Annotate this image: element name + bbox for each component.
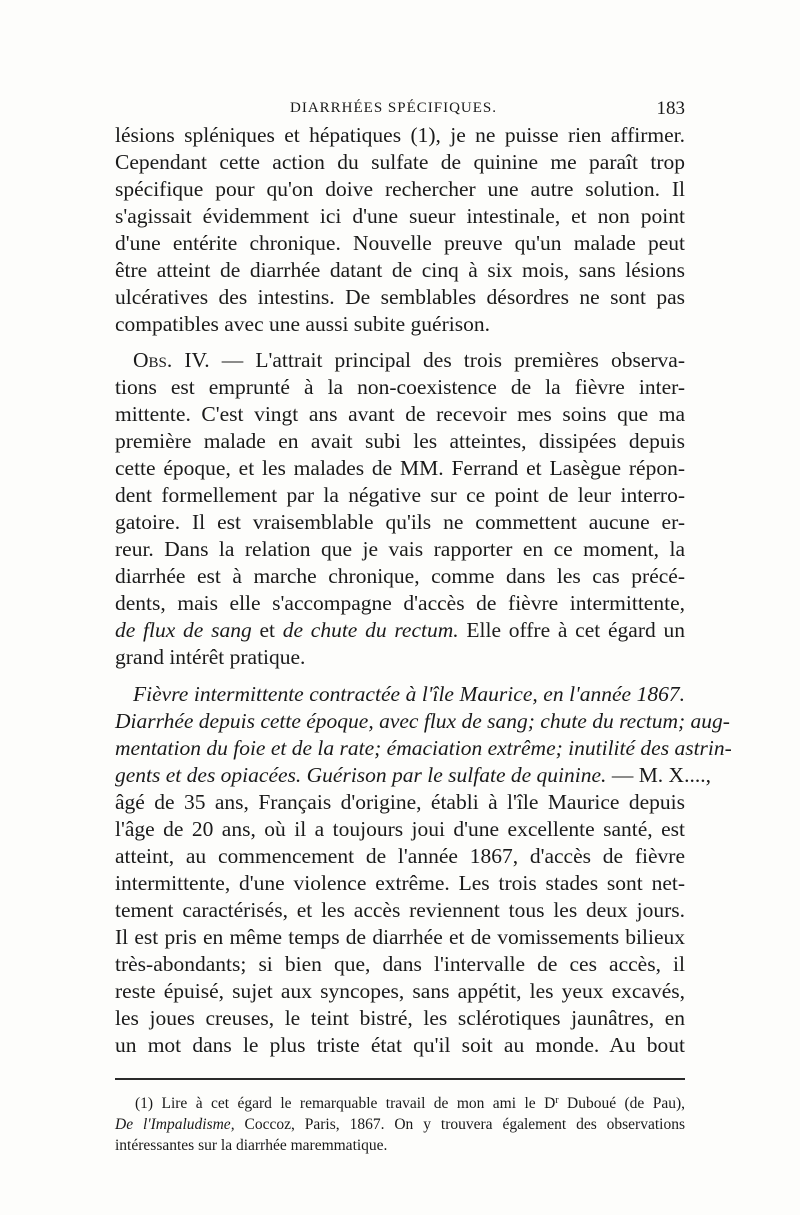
text-line-mixed	[115, 760, 711, 790]
text-line: spécifique pour qu'on doive rechercher une autre solution. Il	[115, 177, 685, 201]
footnote-text: Duboué (de Pau),	[558, 1095, 686, 1112]
footnote-line: intéressantes sur la diarrhée maremmatique.	[115, 1137, 388, 1154]
text-line: les joues creuses, le teint bistré, les sclérotiques jaunâtres, en	[115, 1006, 685, 1030]
footnote-italic-title: De l'Impaludisme,	[115, 1116, 235, 1133]
text-line: mittente. C'est vingt ans avant de recevoir mes soins que ma	[115, 402, 685, 426]
text-line: reur. Dans la relation que je vais rapporter en ce moment, la	[115, 537, 685, 561]
text-line: d'une entérite chronique. Nouvelle preuve qu'un malade peut	[115, 231, 685, 255]
text-line: lésions spléniques et hépatiques (1), je ne puisse rien affirmer.	[115, 123, 685, 147]
page-number: 183	[656, 98, 685, 119]
text-line: Cependant cette action du sulfate de quinine me paraît trop	[115, 150, 685, 174]
text-line: dents, mais elle s'accompagne d'accès de fièvre intermittente,	[115, 591, 685, 615]
text-line: tement caractérisés, et les accès reviennent tous les deux jours.	[115, 898, 685, 922]
text-line: première malade en avait subi les atteintes, dissipées depuis	[115, 429, 685, 453]
footnote-line	[135, 1093, 685, 1115]
text-line: très-abondants; si bien que, dans l'intervalle de ces accès, il	[115, 952, 685, 976]
footnote-text: Coccoz, Paris, 1867. On y trouvera également des observations	[234, 1116, 685, 1133]
footnote-line	[115, 1114, 685, 1136]
footnote-text: (1) Lire à cet égard le remarquable travail de mon ami le D	[135, 1095, 556, 1112]
text-line: grand intérêt pratique.	[115, 645, 306, 669]
text-line: Il est pris en même temps de diarrhée et de vomissements bilieux	[115, 925, 685, 949]
text-line: reste épuisé, sujet aux syncopes, sans appétit, les yeux excavés,	[115, 979, 685, 1003]
running-title: DIARRHÉES SPÉCIFIQUES.	[290, 100, 498, 116]
text-fragment: — M. X....,	[606, 763, 711, 787]
text-fragment: et	[251, 618, 283, 642]
text-line: compatibles avec une aussi subite guérison.	[115, 312, 490, 336]
text-line: un mot dans le plus triste état qu'il soit au monde. Au bout	[115, 1033, 685, 1057]
text-line: diarrhée est à marche chronique, comme dans les cas précé-	[115, 564, 685, 588]
text-line: ulcératives des intestins. De semblables désordres ne sont pas	[115, 285, 685, 309]
obs-label: Obs. IV.	[133, 348, 210, 372]
text-line: l'âge de 20 ans, où il a toujours joui d'une excellente santé, est	[115, 817, 685, 841]
text-line: âgé de 35 ans, Français d'origine, établi à l'île Maurice depuis	[115, 790, 685, 814]
italic-phrase: de flux de sang	[115, 618, 252, 642]
text-fragment: Elle offre à cet égard un	[458, 618, 685, 642]
italic-phrase: gents et des opiacées. Guérison par le sulfate de quinine.	[115, 763, 607, 787]
text-line: intermittente, d'une violence extrême. Les trois stades sont net-	[115, 871, 685, 895]
text-line: atteint, au commencement de l'année 1867, d'accès de fièvre	[115, 844, 685, 868]
italic-phrase: de chute du rectum.	[282, 618, 459, 642]
text-line: être atteint de diarrhée datant de cinq à six mois, sans lésions	[115, 258, 685, 282]
footnote-rule	[115, 1078, 685, 1080]
text-line: cette époque, et les malades de MM. Ferrand et Lasègue répon-	[115, 456, 685, 480]
footnote-superscript: r	[555, 1095, 559, 1106]
text-line: tions est emprunté à la non-coexistence de la fièvre inter-	[115, 375, 685, 399]
obs-first-rest: — L'attrait principal des trois premières observa-	[209, 348, 685, 372]
obs-first-line	[133, 345, 685, 375]
text-line: s'agissait évidemment ici d'une sueur intestinale, et non point	[115, 204, 685, 228]
case-title-line: mentation du foie et de la rate; émaciation extrême; inutilité des astrin-	[115, 736, 732, 760]
case-title-line: Diarrhée depuis cette époque, avec flux de sang; chute du rectum; aug-	[115, 709, 730, 733]
text-line-mixed	[115, 615, 685, 645]
case-title-line: Fièvre intermittente contractée à l'île Maurice, en l'année 1867.	[133, 682, 685, 706]
text-line: gatoire. Il est vraisemblable qu'ils ne commettent aucune er-	[115, 510, 685, 534]
text-line: dent formellement par la négative sur ce point de leur interro-	[115, 483, 685, 507]
